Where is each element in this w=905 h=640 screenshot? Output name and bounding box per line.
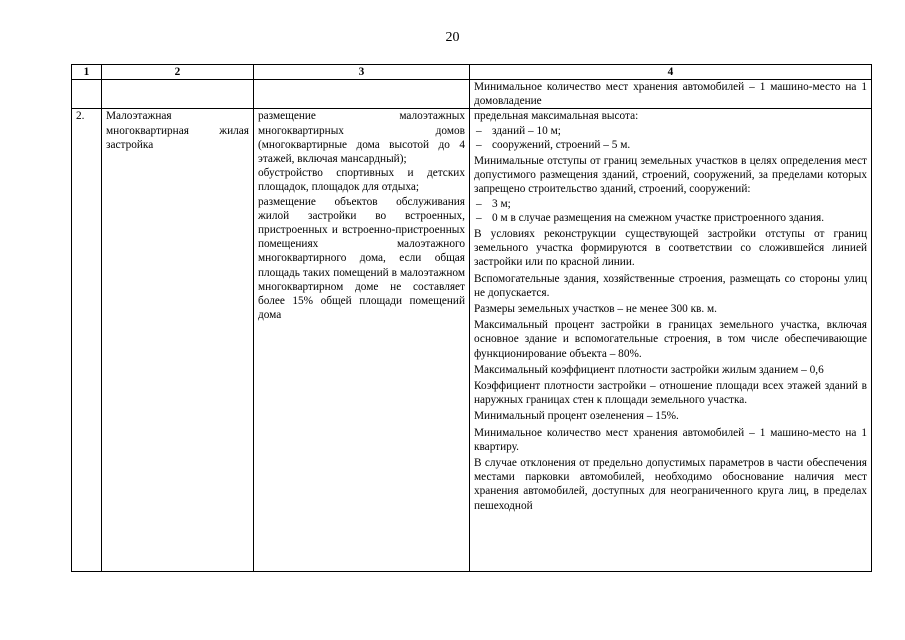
continuation-cell-2 — [102, 80, 254, 109]
use-item-3: размещение объектов обслуживания жилой застройки во встроенных, пристроенных и встроенно-пристроенных помещениях малоэтажного многоквартирного дома, если общая площадь таких помещений в малоэтажном многоквартирном доме не составляет более 15% общей площади помещений дома — [258, 195, 465, 322]
column-header-2: 2 — [102, 65, 254, 80]
param-paragraph: Минимальный процент озеленения – 15%. — [474, 410, 679, 423]
param-paragraph: В условиях реконструкции существующей застройки отступы от границ земельного участка формируются в соответствии со сложившейся линией застройки или по красной линии. — [474, 228, 867, 269]
param-paragraph: Вспомогательные здания, хозяйственные строения, размещать со стороны улиц не допускается. — [474, 272, 867, 299]
height-item-text: сооружений, строений – 5 м. — [492, 138, 631, 151]
height-item — [474, 124, 867, 138]
dash-bullet: – — [476, 124, 482, 137]
permitted-uses-cell — [254, 109, 470, 572]
setback-item — [474, 211, 867, 225]
parameters-content — [474, 109, 867, 571]
continuation-cell-4 — [470, 80, 872, 109]
setback-item — [474, 197, 867, 211]
param-paragraph: Коэффициент плотности застройки – отношение площади всех этажей зданий в наружных границах стен к площади земельного участка. — [474, 380, 867, 407]
column-header-4: 4 — [470, 65, 872, 80]
height-item-text: зданий – 10 м; — [492, 124, 561, 137]
table-header-row — [72, 65, 872, 80]
row-number-cell: 2. — [72, 109, 102, 572]
continuation-cell-1 — [72, 80, 102, 109]
param-paragraph: Максимальный коэффициент плотности застройки жилым зданием – 0,6 — [474, 363, 824, 376]
dash-bullet: – — [476, 138, 482, 151]
column-header-1: 1 — [72, 65, 102, 80]
dash-bullet: – — [476, 197, 482, 210]
parking-houses-text: Минимальное количество мест хранения автомобилей – 1 машино-место на 1 домовладение — [474, 81, 867, 108]
param-paragraph: Минимальное количество мест хранения автомобилей – 1 машино-место на 1 квартиру. — [474, 426, 867, 453]
zone-name: Малоэтажная многоквартирная жилая застройка — [106, 110, 249, 151]
height-title: предельная максимальная высота: — [474, 110, 639, 123]
continuation-cell-3 — [254, 80, 470, 109]
continuation-row — [72, 80, 872, 109]
use-item-1: размещение малоэтажных многоквартирных домов (многоквартирные дома высотой до 4 этажей, включая мансардный); — [258, 110, 465, 166]
param-paragraph: Максимальный процент застройки в границах земельного участка, включая основное здание и вспомогательные строения, в том числе обеспечивающие функционирование объекта – 80%. — [474, 319, 867, 360]
zone-name-cell — [102, 109, 254, 572]
regulations-table — [71, 64, 872, 572]
height-item — [474, 138, 867, 152]
dash-bullet: – — [476, 211, 482, 224]
setbacks-title: Минимальные отступы от границ земельных участков в целях определения мест допустимого размещения зданий, строений, сооружений, за пределами которых запрещено строительство зданий, строений, сооружений: — [474, 155, 867, 196]
parameters-cell — [470, 109, 872, 572]
use-item-2: обустройство спортивных и детских площадок, площадок для отдыха; — [258, 167, 465, 194]
param-paragraph: Размеры земельных участков – не менее 300 кв. м. — [474, 303, 718, 316]
column-header-3: 3 — [254, 65, 470, 80]
page-number: 20 — [445, 30, 460, 45]
table-row — [72, 109, 872, 572]
setback-item-text: 3 м; — [492, 197, 511, 210]
setback-item-text: 0 м в случае размещения на смежном участке пристроенного здания. — [492, 211, 825, 224]
param-paragraph-continued: В случае отклонения от предельно допустимых параметров в части обеспечения местами парковки автомобилей, необходимо обоснование наличия мест хранения автомобилей, доступных для неограниченного круга лиц, в пределах пешеходной — [474, 457, 867, 512]
